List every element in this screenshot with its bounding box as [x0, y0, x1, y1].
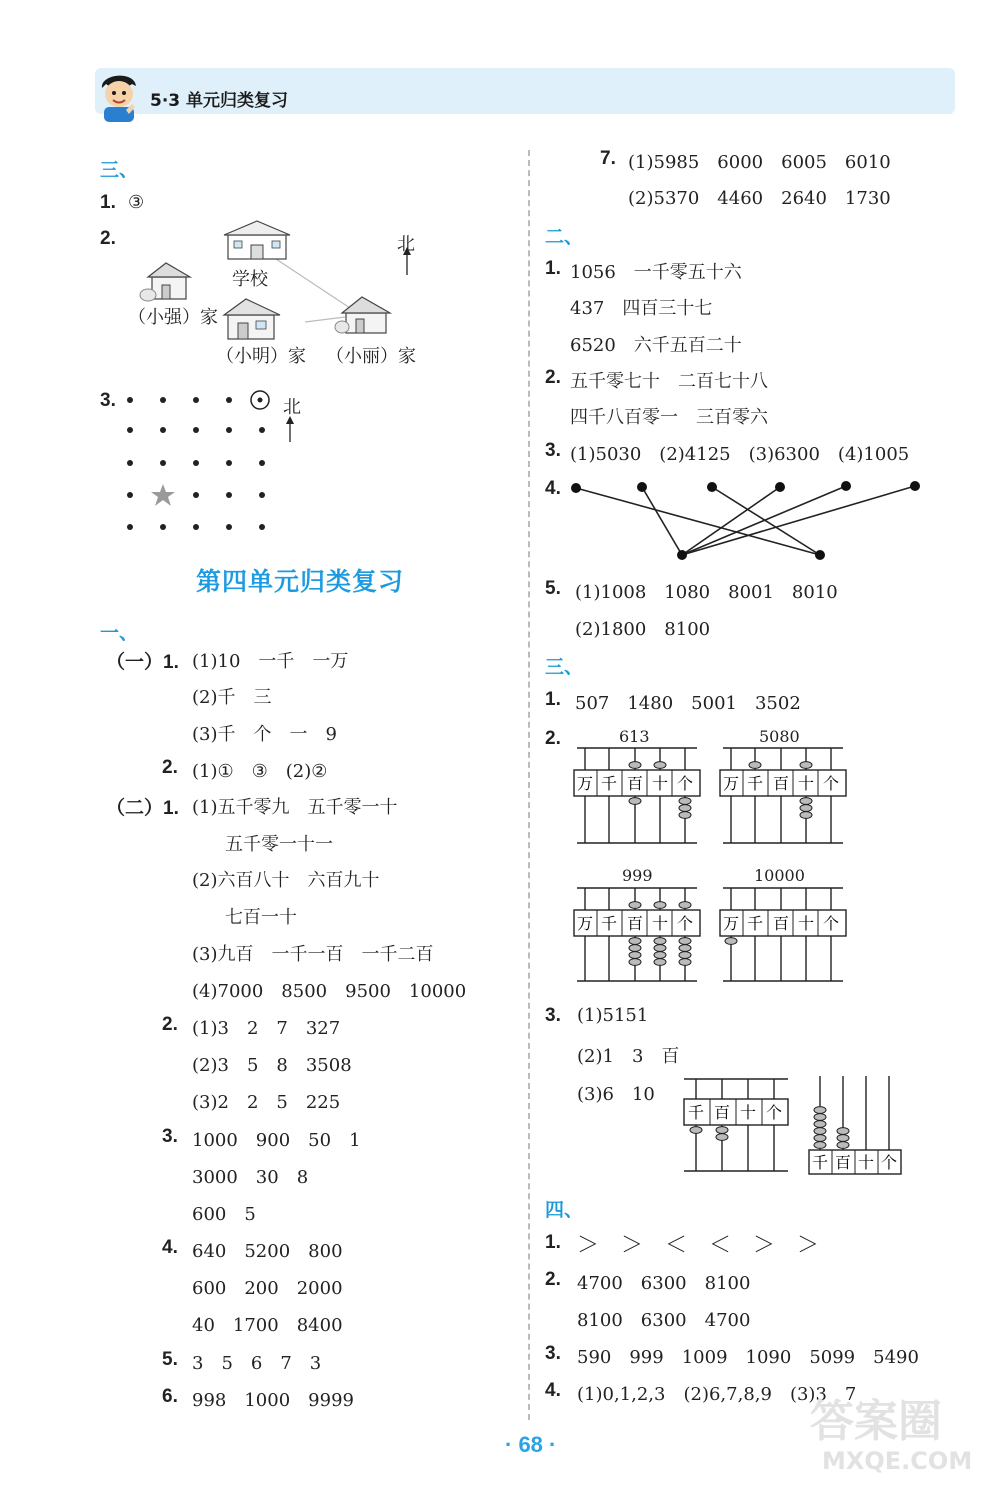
- part2-q1-line1: (1)五千零九 五千零一十: [192, 797, 398, 818]
- abacus-10000: [718, 885, 848, 985]
- part1-q2-line1: (1)① ③ (2)②: [192, 761, 328, 782]
- place-qian: 千: [811, 1153, 829, 1172]
- q2-number: 2.: [100, 228, 116, 249]
- section-one-heading: 一、: [100, 622, 139, 644]
- part2-q4-line2: 600 200 2000: [192, 1278, 343, 1299]
- q1-number: 1.: [100, 192, 116, 213]
- s2-q2-number: 2.: [545, 367, 561, 388]
- place-bai: 百: [834, 1153, 852, 1172]
- place-qian: 千: [600, 774, 618, 793]
- column-divider: [528, 150, 530, 1420]
- part1-q1-line2: (2)千 三: [192, 687, 272, 708]
- place-bai: 百: [772, 914, 790, 933]
- part2-q2-line2: (2)3 5 8 3508: [192, 1055, 352, 1076]
- part2-q2-line3: (3)2 2 5 225: [192, 1092, 341, 1113]
- place-wan: 万: [576, 774, 594, 793]
- section-four-heading: 四、: [545, 1199, 584, 1221]
- s3-q1-line1: 507 1480 5001 3502: [575, 693, 801, 714]
- abacus-four-rod: [680, 1075, 792, 1175]
- part1-q1-label: （一）1.: [106, 652, 179, 673]
- page-number: · 68 ·: [505, 1432, 557, 1457]
- star-icon: [151, 484, 175, 506]
- part2-q6-label: 6.: [162, 1386, 178, 1407]
- place-qian: 千: [687, 1103, 705, 1122]
- s3-q2-number: 2.: [545, 728, 561, 749]
- s2-q2-line1: 五千零七十 二百七十八: [570, 371, 768, 392]
- place-ge: 个: [822, 774, 840, 793]
- s4-q2-line2: 8100 6300 4700: [577, 1310, 751, 1331]
- place-qian: 千: [600, 914, 618, 933]
- place-ge: 个: [676, 774, 694, 793]
- part2-q4-line1: 640 5200 800: [192, 1241, 343, 1262]
- s4-q3-number: 3.: [545, 1343, 561, 1364]
- place-wan: 万: [576, 914, 594, 933]
- s4-q4-number: 4.: [545, 1380, 561, 1401]
- abacus-5080-value: 5080: [759, 727, 800, 746]
- map-north-label: 北: [397, 234, 415, 255]
- q7-line1: (1)5985 6000 6005 6010: [628, 152, 891, 173]
- s2-q1-number: 1.: [545, 258, 561, 279]
- s2-q5-line2: (2)1800 8100: [575, 619, 711, 640]
- abacus-bottom-label: [806, 1072, 906, 1176]
- xiaoqiang-house-icon: [140, 263, 190, 301]
- header-title: 5·3 单元归类复习: [150, 91, 289, 111]
- matching-lines: [560, 470, 940, 570]
- watermark-url: MXQE.COM: [822, 1447, 973, 1475]
- part2-q5-line1: 3 5 6 7 3: [192, 1353, 322, 1374]
- place-shi: 十: [651, 914, 669, 933]
- xiaoli-house-icon: [335, 297, 390, 333]
- s4-q1-number: 1.: [545, 1232, 561, 1253]
- place-qian: 千: [746, 914, 764, 933]
- target-circle-icon: [251, 391, 269, 409]
- xiaoming-home-label: （小明）家: [216, 346, 306, 367]
- s4-q1-line1: ＞ ＞ ＜ ＜ ＞ ＞: [577, 1233, 820, 1258]
- part2-q1-line3: (2)六百八十 六百九十: [192, 870, 380, 891]
- part2-q5-label: 5.: [162, 1349, 178, 1370]
- s2-q1-line1: 1056 一千零五十六: [570, 262, 742, 283]
- part2-q4-line3: 40 1700 8400: [192, 1315, 343, 1336]
- xiaoming-house-icon: [224, 299, 280, 339]
- school-building-icon: [224, 221, 290, 259]
- part2-q1-line4: 七百一十: [225, 907, 297, 928]
- part2-q1-line6: (4)7000 8500 9500 10000: [192, 981, 467, 1002]
- place-ge: 个: [765, 1103, 783, 1122]
- part1-q1-line1: (1)10 一千 一万: [192, 651, 349, 672]
- place-ge: 个: [880, 1153, 898, 1172]
- abacus-999: [572, 885, 702, 985]
- place-bai: 百: [626, 774, 644, 793]
- s4-q2-line1: 4700 6300 8100: [577, 1273, 751, 1294]
- part2-q1-line5: (3)九百 一千一百 一千二百: [192, 944, 434, 965]
- place-wan: 万: [722, 914, 740, 933]
- s2-q2-line2: 四千八百零一 三百零六: [570, 407, 768, 428]
- q7-line2: (2)5370 4460 2640 1730: [628, 188, 891, 209]
- place-qian: 千: [746, 774, 764, 793]
- section-three-heading-right: 三、: [545, 656, 584, 678]
- part2-q1-label: （二）1.: [106, 798, 179, 819]
- s3-q1-number: 1.: [545, 689, 561, 710]
- abacus-5080: [718, 745, 848, 847]
- q1-answer: ③: [128, 192, 145, 213]
- section-three-heading: 三、: [100, 159, 139, 181]
- section-two-heading: 二、: [545, 226, 584, 248]
- part1-q1-line3: (3)千 个 一 9: [192, 724, 337, 745]
- abacus-613: [572, 745, 702, 847]
- watermark-logo: 答案圈: [810, 1396, 942, 1447]
- s2-q1-line2: 437 四百三十七: [570, 298, 713, 319]
- place-shi: 十: [651, 774, 669, 793]
- abacus-613-value: 613: [619, 727, 650, 746]
- place-shi: 十: [797, 774, 815, 793]
- abacus-10000-value: 10000: [754, 866, 805, 885]
- s2-q5-line1: (1)1008 1080 8001 8010: [575, 582, 838, 603]
- part2-q3-line2: 3000 30 8: [192, 1167, 309, 1188]
- place-bai: 百: [772, 774, 790, 793]
- student-mascot-icon: [96, 70, 142, 122]
- place-ge: 个: [822, 914, 840, 933]
- part2-q2-label: 2.: [162, 1014, 178, 1035]
- place-bai: 百: [713, 1103, 731, 1122]
- s2-q3-number: 3.: [545, 440, 561, 461]
- part2-q3-line1: 1000 900 50 1: [192, 1130, 361, 1151]
- s3-q3-number: 3.: [545, 1005, 561, 1026]
- q7-number: 7.: [600, 148, 616, 169]
- s4-q2-number: 2.: [545, 1269, 561, 1290]
- s3-q3-line3: (3)6 10: [577, 1084, 655, 1105]
- part1-q2-label: 2.: [162, 757, 178, 778]
- s3-q3-line1: (1)5151: [577, 1005, 649, 1026]
- place-wan: 万: [722, 774, 740, 793]
- s2-q4-number: 4.: [545, 478, 561, 499]
- place-ge: 个: [676, 914, 694, 933]
- s2-q5-number: 5.: [545, 578, 561, 599]
- part2-q2-line1: (1)3 2 7 327: [192, 1018, 341, 1039]
- part2-q1-line2: 五千零一十一: [225, 834, 333, 855]
- abacus-999-value: 999: [622, 866, 653, 885]
- place-shi: 十: [739, 1103, 757, 1122]
- grid-north-label: 北: [283, 397, 301, 418]
- part2-q3-label: 3.: [162, 1126, 178, 1147]
- part2-q6-line1: 998 1000 9999: [192, 1390, 354, 1411]
- s3-q3-line2: (2)1 3 百: [577, 1046, 680, 1067]
- s4-q4-line1: (1)0,1,2,3 (2)6,7,8,9 (3)3 7: [577, 1384, 857, 1405]
- s2-q1-line3: 6520 六千五百二十: [570, 335, 742, 356]
- s4-q3-line1: 590 999 1009 1090 5099 5490: [577, 1347, 919, 1368]
- xiaoli-home-label: （小丽）家: [326, 346, 416, 367]
- q3-number: 3.: [100, 390, 116, 411]
- place-shi: 十: [797, 914, 815, 933]
- s2-q3-line1: (1)5030 (2)4125 (3)6300 (4)1005: [570, 444, 910, 465]
- part2-q4-label: 4.: [162, 1237, 178, 1258]
- unit-four-title: 第四单元归类复习: [196, 567, 405, 596]
- place-bai: 百: [626, 914, 644, 933]
- school-label: 学校: [232, 269, 268, 290]
- xiaoqiang-home-label: （小强）家: [128, 307, 218, 328]
- place-shi: 十: [857, 1153, 875, 1172]
- part2-q3-line3: 600 5: [192, 1204, 256, 1225]
